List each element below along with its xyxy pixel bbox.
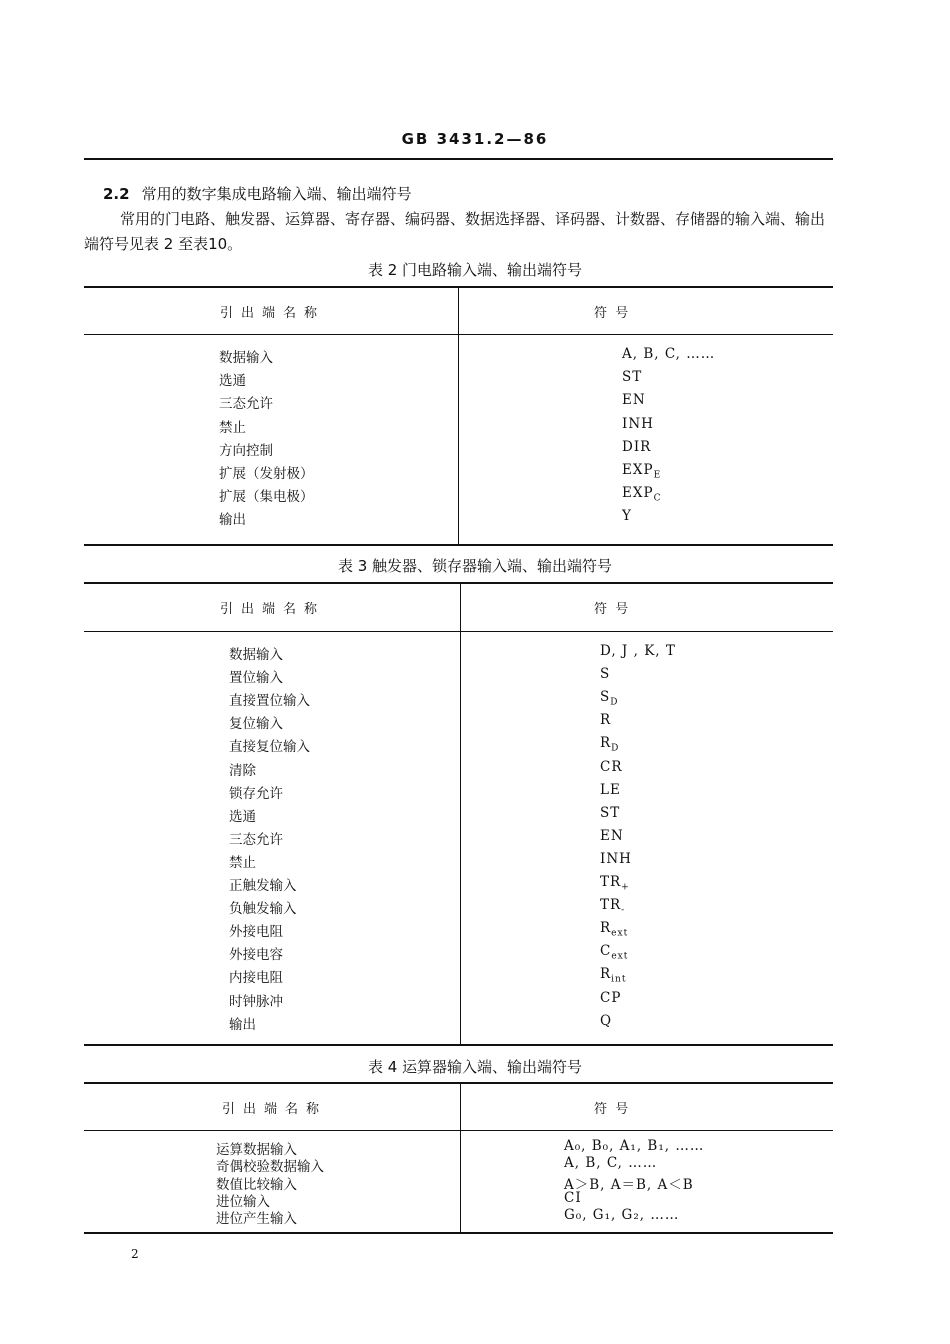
table-cell-name: 数据输入 xyxy=(219,350,273,366)
table-cell-name: 选通 xyxy=(229,808,256,825)
table-cell-name: 选通 xyxy=(219,373,246,390)
symbol-text: R xyxy=(600,735,612,752)
table2 xyxy=(84,286,833,546)
table-cell-symbol xyxy=(600,643,676,659)
table2-caption: 表 2 门电路输入端、输出端符号 xyxy=(367,261,583,279)
table-cell-symbol xyxy=(600,897,625,916)
symbol-text: A＞B, A＝B, A＜B xyxy=(564,1176,694,1193)
table-cell-symbol xyxy=(600,990,621,1006)
table-cell-symbol xyxy=(600,735,619,754)
table-cell-name: 直接复位输入 xyxy=(229,739,310,756)
table-cell-symbol xyxy=(600,759,623,775)
table-cell-symbol xyxy=(622,485,661,504)
table-cell-name: 扩展（集电极） xyxy=(219,489,314,506)
table-cell-symbol xyxy=(600,828,624,844)
symbol-text: A, B, C, …… xyxy=(622,346,716,362)
symbol-subscript: C xyxy=(653,493,662,504)
table-cell-symbol xyxy=(564,1173,694,1193)
table-cell-symbol xyxy=(600,851,632,867)
table3-caption: 表 3 触发器、锁存器输入端、输出端符号 xyxy=(337,557,613,575)
symbol-text: G₀, G₁, G₂, …… xyxy=(564,1207,680,1224)
symbol-text: A₀, B₀, A₁, B₁, …… xyxy=(564,1138,705,1154)
symbol-text: EXP xyxy=(622,462,654,478)
symbol-subscript: E xyxy=(653,470,662,481)
table-cell-name: 进位产生输入 xyxy=(216,1211,297,1228)
table4-divider xyxy=(460,1084,461,1232)
table-cell-symbol xyxy=(564,1190,582,1206)
symbol-subscript: D xyxy=(611,744,620,755)
symbol-text: ST xyxy=(622,369,643,386)
symbol-text: INH xyxy=(600,850,632,867)
table-cell-name: 禁止 xyxy=(219,419,246,436)
symbol-text: C xyxy=(600,943,612,960)
symbol-text: CP xyxy=(600,989,622,1006)
table-cell-name: 奇偶校验数据输入 xyxy=(216,1159,324,1176)
table-cell-symbol xyxy=(622,346,715,362)
table-cell-symbol xyxy=(600,782,621,798)
table4-col-symbol: 符 号 xyxy=(594,1102,629,1117)
table-cell-name: 内接电阻 xyxy=(229,970,283,987)
symbol-text: S xyxy=(600,666,611,683)
table-cell-name: 扩展（发射极） xyxy=(219,466,314,482)
table-cell-symbol xyxy=(600,1013,612,1029)
section-title: 常用的数字集成电路输入端、输出端符号 xyxy=(141,185,412,203)
table-cell-name: 运算数据输入 xyxy=(216,1142,297,1158)
table3 xyxy=(84,582,833,1046)
table2-divider xyxy=(458,288,459,544)
table-cell-name: 进位输入 xyxy=(216,1193,270,1210)
table-cell-name: 输出 xyxy=(229,1016,256,1033)
header-rule xyxy=(84,158,833,160)
table4-caption: 表 4 运算器输入端、输出端符号 xyxy=(367,1058,583,1076)
symbol-text: DIR xyxy=(622,438,652,455)
table-cell-symbol xyxy=(622,369,642,385)
table-cell-symbol xyxy=(622,416,654,432)
table-cell-name: 直接置位输入 xyxy=(229,693,310,710)
symbol-text: D, J , K, T xyxy=(600,643,676,659)
symbol-text: LE xyxy=(600,781,621,798)
table-cell-name: 数据输入 xyxy=(229,647,283,663)
symbol-text: Y xyxy=(622,508,632,525)
document-id: GB 3431.2—86 xyxy=(401,130,549,148)
symbol-text: S xyxy=(600,689,611,706)
table3-divider xyxy=(460,584,461,1044)
symbol-subscript: int xyxy=(611,975,627,986)
table3-header xyxy=(84,584,833,632)
symbol-text: R xyxy=(600,920,612,937)
table3-col-symbol: 符 号 xyxy=(594,602,629,617)
symbol-text: TR xyxy=(600,874,622,890)
symbol-text: TR xyxy=(600,897,622,914)
symbol-text: INH xyxy=(622,415,654,432)
symbol-subscript: ext xyxy=(611,951,629,962)
table-cell-name: 复位输入 xyxy=(229,716,283,733)
table-cell-symbol xyxy=(622,392,646,408)
symbol-text: Q xyxy=(600,1012,613,1029)
symbol-text: R xyxy=(600,966,612,983)
table-cell-symbol xyxy=(564,1207,679,1223)
symbol-text: EN xyxy=(600,827,624,844)
table-cell-symbol xyxy=(600,943,628,962)
symbol-text: ST xyxy=(600,804,621,821)
table-cell-name: 锁存允许 xyxy=(229,785,283,802)
symbol-text: CR xyxy=(600,758,623,775)
table-cell-name: 正触发输入 xyxy=(229,878,297,894)
symbol-text: EXP xyxy=(622,485,654,502)
table-cell-name: 方向控制 xyxy=(219,442,273,459)
table-cell-symbol xyxy=(600,874,630,893)
table-cell-symbol xyxy=(622,508,632,524)
table-cell-symbol xyxy=(600,712,611,728)
table4-header xyxy=(84,1084,833,1131)
symbol-text: A, B, C, …… xyxy=(564,1155,658,1172)
table-cell-name: 时钟脉冲 xyxy=(229,993,283,1010)
table-cell-name: 三态允许 xyxy=(229,831,283,848)
table3-col-name: 引出端名称 xyxy=(220,602,326,617)
symbol-text: CI xyxy=(564,1189,582,1206)
table-cell-symbol xyxy=(600,689,618,708)
section-paragraph: 常用的门电路、触发器、运算器、寄存器、编码器、数据选择器、译码器、计数器、存储器的输入端、输出端符号见表 2 至表10。 xyxy=(84,210,826,253)
symbol-text: R xyxy=(600,712,612,729)
table-cell-name: 禁止 xyxy=(229,854,256,871)
table-cell-symbol xyxy=(600,920,628,939)
table-cell-symbol xyxy=(564,1138,704,1154)
section-heading xyxy=(103,183,412,204)
symbol-subscript: + xyxy=(621,882,630,893)
table-cell-name: 外接电容 xyxy=(229,947,283,964)
table2-col-name: 引出端名称 xyxy=(220,306,326,321)
table-cell-symbol xyxy=(600,805,620,821)
table-cell-symbol xyxy=(622,439,651,455)
section-number: 2.2 xyxy=(103,185,130,203)
symbol-subscript: D xyxy=(610,697,619,708)
table-cell-symbol xyxy=(622,462,661,481)
table-cell-name: 数值比较输入 xyxy=(216,1176,297,1193)
table-cell-symbol xyxy=(600,666,610,682)
symbol-subscript: - xyxy=(621,905,626,916)
table-cell-name: 清除 xyxy=(229,762,256,779)
symbol-subscript: ext xyxy=(611,928,629,939)
table4-col-name: 引出端名称 xyxy=(222,1102,328,1117)
table-cell-name: 置位输入 xyxy=(229,670,283,687)
page-number: 2 xyxy=(131,1247,139,1261)
table-cell-name: 负触发输入 xyxy=(229,901,297,918)
table-cell-symbol xyxy=(564,1155,657,1171)
table-cell-symbol xyxy=(600,966,626,985)
symbol-text: EN xyxy=(622,392,646,409)
table4 xyxy=(84,1082,833,1234)
table-cell-name: 三态允许 xyxy=(219,396,273,413)
table-cell-name: 外接电阻 xyxy=(229,924,283,941)
table2-col-symbol: 符 号 xyxy=(594,306,629,321)
table-cell-name: 输出 xyxy=(219,512,246,529)
